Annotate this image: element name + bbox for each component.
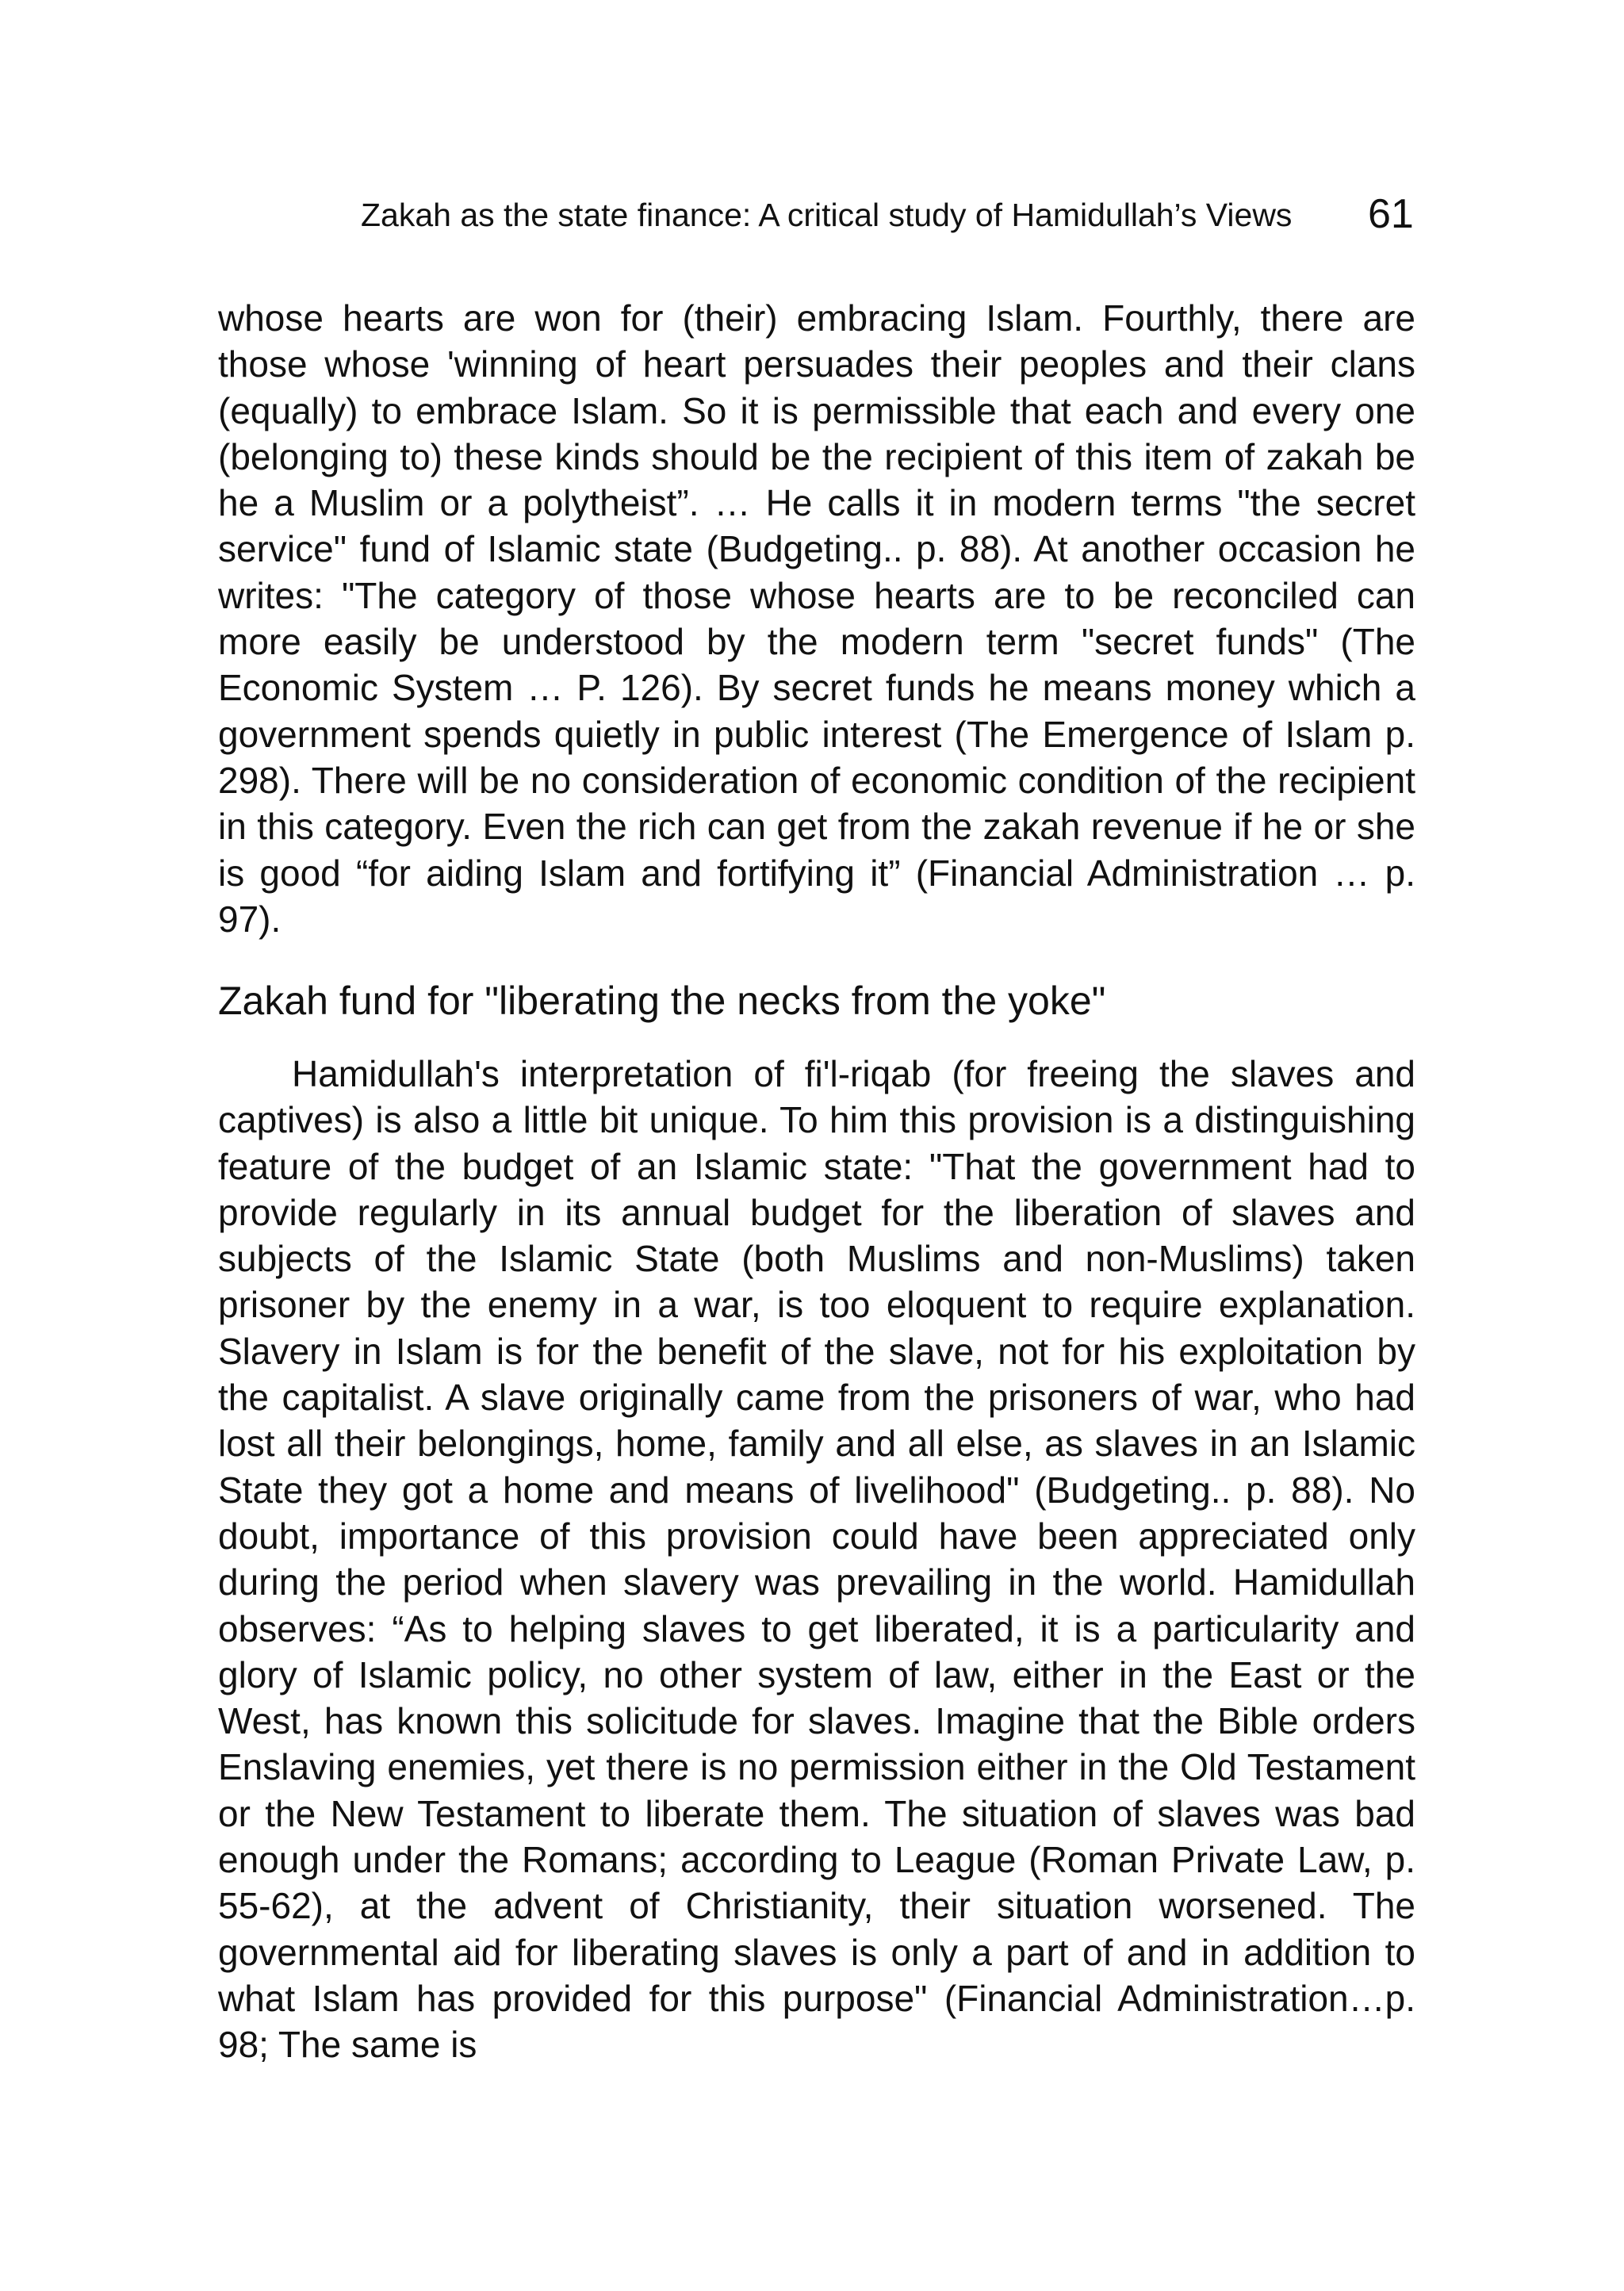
running-head-title: Zakah as the state finance: A critical study of Hamidullah’s Views xyxy=(361,197,1293,233)
body-paragraph-1: whose hearts are won for (their) embracing Islam. Fourthly, there are those whose 'winning of heart persuades their peoples and their clans (equally) to embrace Islam. So it is permissible that each and every one (belonging to) these kinds should be the recipient of this item of zakah be he a Muslim or a polytheist”. … He calls it in modern terms "the secret service" fund of Islamic state (Budgeting.. p. 88). At another occasion he writes: "The category of those whose hearts are to be reconciled can more easily be understood by the modern term "secret funds" (The Economic System … P. 126). By secret funds he means money which a government spends quietly in public interest (The Emergence of Islam p. 298). There will be no consideration of economic condition of the recipient in this category. Even the rich can get from the zakah revenue if he or she is good “for aiding Islam and fortifying it” (Financial Administration … p. 97). xyxy=(218,297,1415,940)
page-number: 61 xyxy=(1368,191,1414,237)
section-heading: Zakah fund for "liberating the necks from the yoke" xyxy=(218,979,1106,1023)
body-paragraph-2: Hamidullah's interpretation of fi'l-riqab (for freeing the slaves and captives) is also a little bit unique. To him this provision is a distinguishing feature of the budget of an Islamic state: "That the government had to provide regularly in its annual budget for the liberation of slaves and subjects of the Islamic State (both Muslims and non-Muslims) taken prisoner by the enemy in a war, is too eloquent to require explanation. Slavery in Islam is for the benefit of the slave, not for his exploitation by the capitalist. A slave originally came from the prisoners of war, who had lost all their belongings, home, family and all else, as slaves in an Islamic State they got a home and means of livelihood" (Budgeting.. p. 88). No doubt, importance of this provision could have been appreciated only during the period when slavery was prevailing in the world. Hamidullah observes: “As to helping slaves to get liberated, it is a particularity and glory of Islamic policy, no other system of law, either in the East or the West, has known this solicitude for slaves. Imagine that the Bible orders Enslaving enemies, yet there is no permission either in the Old Testament or the New Testament to liberate them. The situation of slaves was bad enough under the Romans; according to League (Roman Private Law, p. 55-62), at the advent of Christianity, their situation worsened. The governmental aid for liberating slaves is only a part of and in addition to what Islam has provided for this purpose" (Financial Administration…p. 98; The same is xyxy=(218,1053,1415,2066)
